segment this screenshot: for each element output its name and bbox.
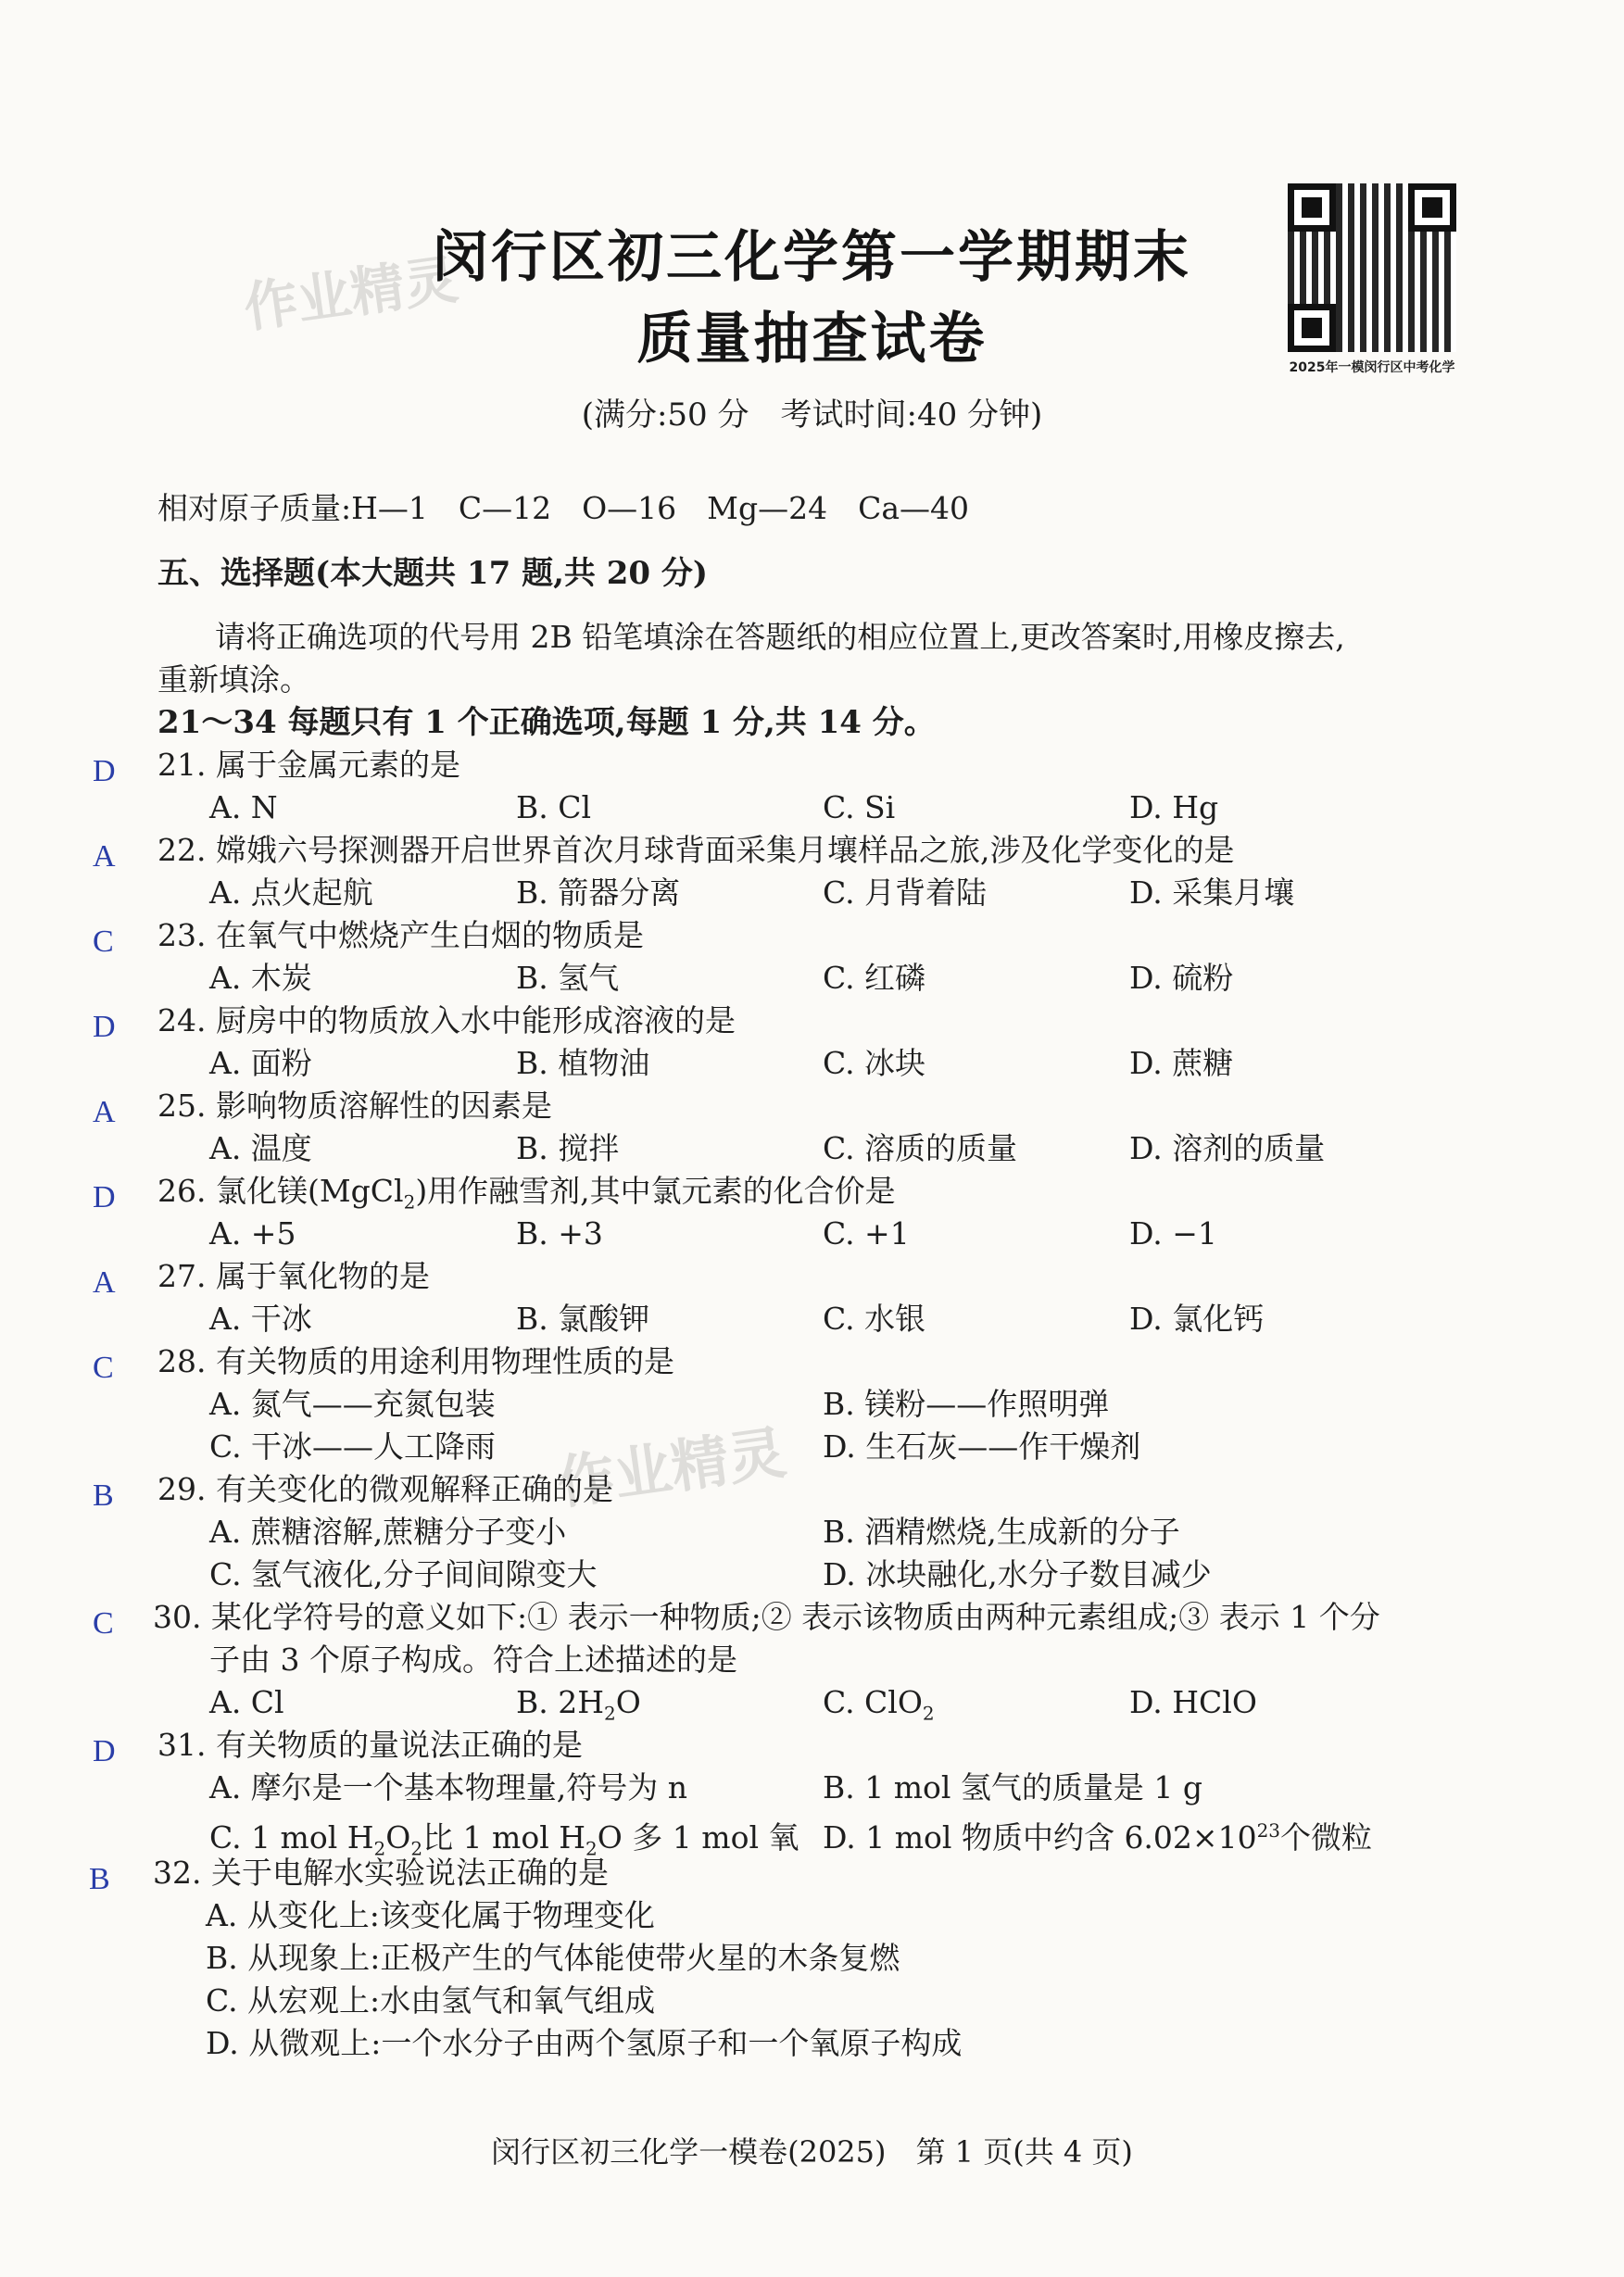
question-30-stem: 30. 某化学符号的意义如下:① 表示一种物质;② 表示该物质由两种元素组成;③ 表示 1 个分 [153, 1599, 1380, 1635]
question-31-stem: 31. 有关物质的量说法正确的是 [157, 1727, 583, 1763]
instruction-line2: 重新填涂。 [157, 661, 310, 698]
question-27-options [209, 1298, 1436, 1340]
question-30-stem-line2: 子由 3 个原子构成。符合上述描述的是 [209, 1642, 737, 1678]
option: B. 植物油 [516, 1045, 650, 1081]
subscript: 2 [403, 1190, 416, 1214]
option: A. 点火起航 [209, 874, 373, 911]
question-31-options-row1 [209, 1767, 1436, 1809]
option-part: 个微粒 [1280, 1819, 1373, 1856]
option: D. 硫粉 [1129, 960, 1234, 996]
option: A. 氮气——充氮包装 [209, 1386, 496, 1422]
watermark-top: 作业精灵 [240, 247, 462, 340]
option: A. 温度 [209, 1130, 312, 1166]
option: A. 木炭 [209, 960, 312, 996]
subsection-title: 21～34 每题只有 1 个正确选项,每题 1 分,共 14 分。 [157, 704, 936, 741]
option [823, 1809, 1436, 1859]
question-21-options [209, 786, 1436, 829]
answer-26: D [93, 1180, 116, 1214]
answer-28: C [93, 1351, 114, 1385]
subscript: 2 [922, 1702, 935, 1725]
option: C. 干冰——人工降雨 [209, 1428, 497, 1465]
option: D. Hg [1129, 789, 1219, 825]
option: C. +1 [823, 1215, 910, 1252]
question-28-options-row2 [209, 1426, 1436, 1468]
question-23-options [209, 957, 1436, 1000]
question-24-options [209, 1042, 1436, 1085]
option [823, 1681, 1129, 1735]
option: C. Si [823, 789, 896, 825]
answer-24: D [93, 1010, 116, 1044]
option: D. HClO [1129, 1684, 1257, 1720]
option: A. 面粉 [209, 1045, 312, 1081]
option: B. 酒精燃烧,生成新的分子 [823, 1514, 1180, 1550]
question-32-option-a: A. 从变化上:该变化属于物理变化 [206, 1897, 655, 1933]
option: B. +3 [516, 1215, 603, 1252]
answer-30: C [93, 1606, 114, 1641]
page-footer: 闵行区初三化学一模卷(2025) 第 1 页(共 4 页) [491, 2134, 1133, 2170]
answer-22: A [93, 839, 116, 874]
question-21-stem: 21. 属于金属元素的是 [157, 747, 460, 783]
question-25-stem: 25. 影响物质溶解性的因素是 [157, 1088, 552, 1124]
answer-29: B [93, 1478, 114, 1513]
option: B. 氯酸钾 [516, 1301, 650, 1337]
option: A. +5 [209, 1215, 296, 1252]
watermark-middle: 作业精灵 [552, 1418, 790, 1517]
page-title-line2: 质量抽查试卷 [636, 307, 988, 371]
option: A. Cl [209, 1684, 284, 1720]
question-29-stem: 29. 有关变化的微观解释正确的是 [157, 1471, 613, 1507]
question-29-options-row1 [209, 1511, 1436, 1554]
question-32-option-c: C. 从宏观上:水由氢气和氧气组成 [206, 1982, 656, 2019]
option-part: C. ClO [823, 1684, 923, 1720]
option: D. 氯化钙 [1129, 1301, 1265, 1337]
instruction-line1: 请将正确选项的代号用 2B 铅笔填涂在答题纸的相应位置上,更改答案时,用橡皮擦去, [215, 619, 1345, 655]
atomic-masses: 相对原子质量:H—1 C—12 O—16 Mg—24 Ca—40 [157, 490, 969, 526]
option: A. 蔗糖溶解,蔗糖分子变小 [209, 1514, 567, 1550]
superscript: 23 [1256, 1819, 1281, 1842]
answer-27: A [93, 1265, 116, 1300]
option: C. 红磷 [823, 960, 926, 996]
option: C. 月背着陆 [823, 874, 988, 911]
question-28-stem: 28. 有关物质的用途利用物理性质的是 [157, 1343, 674, 1379]
option: C. 水银 [823, 1301, 926, 1337]
exam-subtitle: (满分:50 分 考试时间:40 分钟) [581, 396, 1043, 434]
question-25-options [209, 1127, 1436, 1170]
question-24-stem: 24. 厨房中的物质放入水中能形成溶液的是 [157, 1002, 736, 1038]
option: D. 采集月壤 [1129, 874, 1295, 911]
answer-31: D [93, 1734, 116, 1768]
question-22-options [209, 872, 1436, 914]
option-part: D. 1 mol 物质中约含 6.02×10 [823, 1819, 1257, 1856]
option: C. 氢气液化,分子间间隙变大 [209, 1556, 598, 1592]
option: B. 镁粉——作照明弹 [823, 1386, 1110, 1422]
option: B. 氢气 [516, 960, 620, 996]
question-32-option-d: D. 从微观上:一个水分子由两个氢原子和一个氧原子构成 [206, 2025, 963, 2061]
option-part: B. 2H [516, 1684, 605, 1720]
option-part: O [385, 1819, 411, 1856]
option: D. 冰块融化,水分子数目减少 [823, 1556, 1212, 1592]
subscript: 2 [410, 1837, 423, 1860]
option: A. N [209, 789, 278, 825]
question-23-stem: 23. 在氧气中燃烧产生白烟的物质是 [157, 917, 644, 953]
question-29-options-row2 [209, 1554, 1436, 1596]
option: B. 1 mol 氢气的质量是 1 g [823, 1769, 1203, 1805]
question-32-stem: 32. 关于电解水实验说法正确的是 [153, 1855, 609, 1891]
question-28-options-row1 [209, 1383, 1436, 1426]
option-part: O 多 1 mol 氧 [597, 1819, 799, 1856]
option: D. 蔗糖 [1129, 1045, 1234, 1081]
option: C. 溶质的质量 [823, 1130, 1018, 1166]
qr-caption: 2025年一模闵行区中考化学 [1289, 360, 1455, 375]
answer-23: C [93, 925, 114, 959]
subscript: 2 [585, 1837, 598, 1860]
option: A. 摩尔是一个基本物理量,符号为 n [209, 1769, 688, 1805]
question-22-stem: 22. 嫦娥六号探测器开启世界首次月球背面采集月壤样品之旅,涉及化学变化的是 [157, 832, 1235, 868]
subscript: 2 [373, 1837, 386, 1860]
option: B. 箭器分离 [516, 874, 681, 911]
question-27-stem: 27. 属于氧化物的是 [157, 1258, 430, 1294]
subscript: 2 [604, 1702, 616, 1725]
stem-part: 26. 氯化镁(MgCl [157, 1173, 404, 1209]
question-26-options [209, 1213, 1436, 1255]
option: B. Cl [516, 789, 592, 825]
option: C. 冰块 [823, 1045, 926, 1081]
option: D. 生石灰——作干燥剂 [823, 1428, 1141, 1465]
option-part: 比 1 mol H [422, 1819, 586, 1856]
option: D. −1 [1129, 1215, 1217, 1252]
option: D. 溶剂的质量 [1129, 1130, 1326, 1166]
question-32-option-b: B. 从现象上:正极产生的气体能使带火星的木条复燃 [206, 1940, 900, 1976]
answer-32: B [89, 1862, 110, 1896]
answer-21: D [93, 754, 116, 788]
option: B. 搅拌 [516, 1130, 620, 1166]
section-title: 五、选择题(本大题共 17 题,共 20 分) [157, 555, 708, 592]
answer-25: A [93, 1095, 116, 1129]
option-part: C. 1 mol H [209, 1819, 374, 1856]
option-part: O [615, 1684, 641, 1720]
page-title-line1: 闵行区初三化学第一学期期末 [433, 225, 1191, 290]
stem-part: )用作融雪剂,其中氯元素的化合价是 [415, 1173, 896, 1209]
option: A. 干冰 [209, 1301, 312, 1337]
